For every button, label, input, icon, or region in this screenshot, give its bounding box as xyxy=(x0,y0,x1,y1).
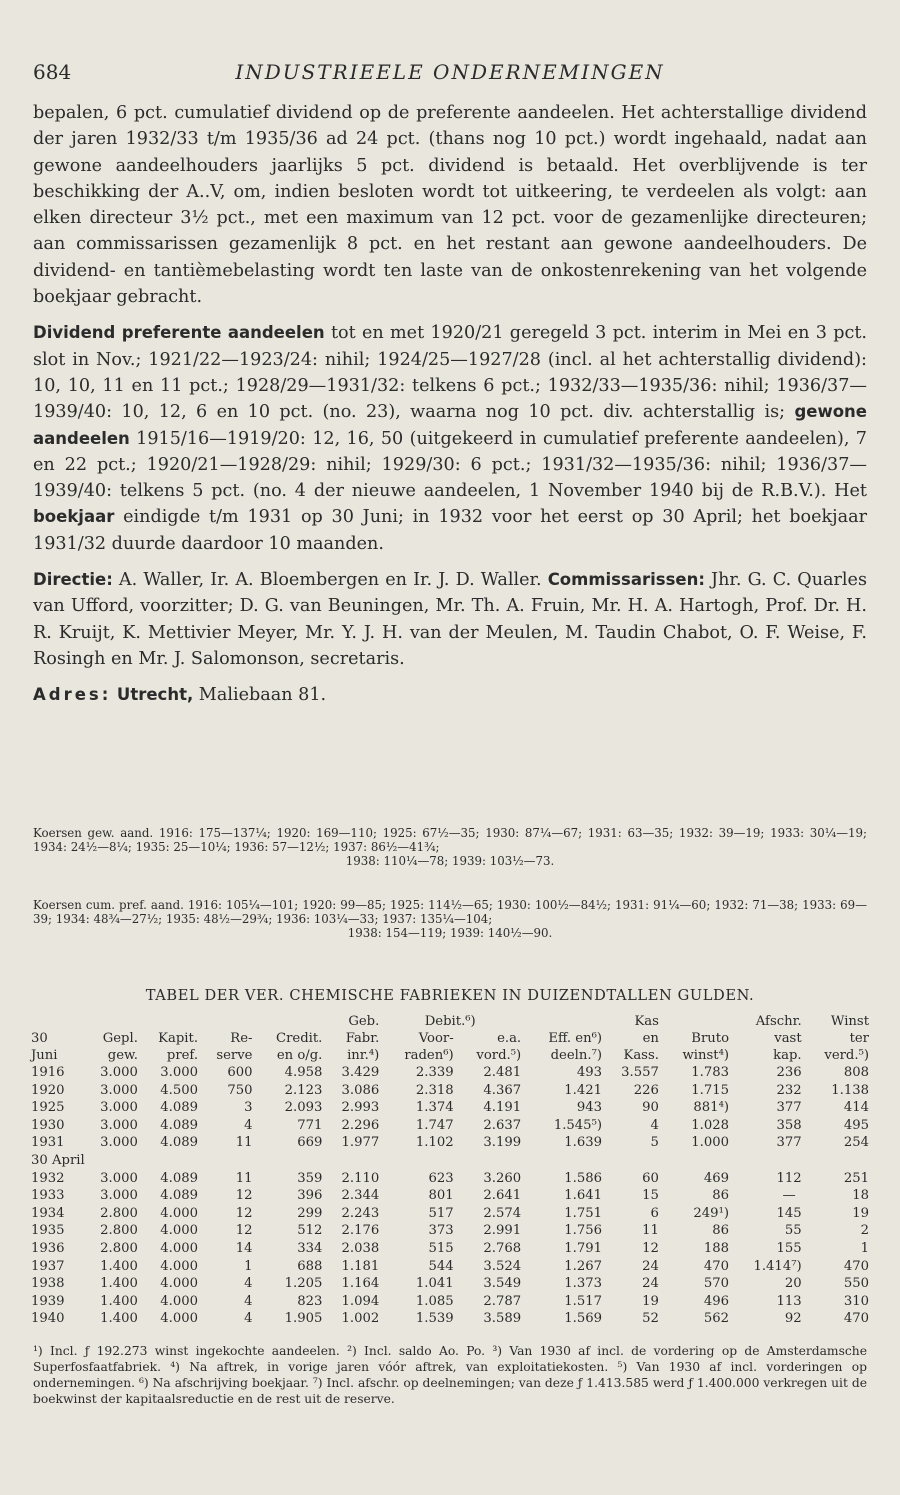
table-cell: 623 xyxy=(428,1170,454,1186)
table-cell: 823 xyxy=(297,1293,323,1309)
table-cell: 2 xyxy=(860,1223,869,1239)
table-cell: 1.545⁵) xyxy=(553,1117,602,1133)
table-cell: 750 xyxy=(227,1082,253,1098)
table-cell: 3.000 xyxy=(100,1170,138,1186)
table-cell: 517 xyxy=(428,1205,454,1221)
table-cell: 1936 xyxy=(31,1240,65,1256)
table-header xyxy=(31,1013,869,1064)
page-header xyxy=(33,60,867,90)
table-cell: 2.176 xyxy=(341,1223,380,1239)
paragraph-address xyxy=(33,682,867,708)
table-cell: 11 xyxy=(235,1170,253,1186)
table-cell: 145 xyxy=(776,1205,802,1221)
column-header: kap. xyxy=(773,1048,802,1063)
table-cell: 1.747 xyxy=(415,1117,454,1133)
label-directie: Directie: xyxy=(33,570,113,590)
table-cell: 4.958 xyxy=(284,1065,323,1080)
table-cell: 771 xyxy=(297,1117,323,1133)
table-cell: 86 xyxy=(712,1223,730,1239)
table-row xyxy=(31,1275,869,1293)
table-title: TABEL DER VER. CHEMISCHE FABRIEKEN IN DUIZENDTALLEN GULDEN. xyxy=(145,987,755,1004)
table-cell: 515 xyxy=(428,1240,454,1256)
table-cell: 4.500 xyxy=(160,1082,199,1098)
table-cell: 377 xyxy=(776,1135,802,1151)
label-commissarissen: Commissarissen: xyxy=(547,570,705,590)
address-street: Maliebaan 81. xyxy=(193,685,327,706)
prices-preferred-main: Koersen cum. pref. aand. 1916: 105¼—101; 1920: 99—85; 1925: 114½—65; 1930: 100½—84½; 1931: 91¼—60; 1932: 71—38; 1933: 69—39; 1934: 48¾—27½; 1935: 48½—29¾; 1936: 103¼—33; 1937: 135¼—104; xyxy=(33,898,867,926)
table-cell: 1932 xyxy=(31,1170,65,1186)
table-cell: 4.000 xyxy=(160,1311,199,1327)
column-header: Debit.⁶) xyxy=(424,1014,476,1029)
table-cell: 4.000 xyxy=(160,1258,199,1274)
label-boekjaar: boekjaar xyxy=(33,507,115,527)
table-cell: 1.181 xyxy=(341,1258,380,1274)
table-cell: 4 xyxy=(244,1117,253,1133)
table-row xyxy=(31,1170,869,1188)
table-cell: 113 xyxy=(776,1293,802,1309)
table-cell: 2.993 xyxy=(341,1100,380,1116)
table-cell: 1.756 xyxy=(564,1223,602,1239)
label-gewone-aandeelen: gewone aandeelen xyxy=(33,402,867,448)
address-city: Utrecht, xyxy=(116,685,194,705)
table-cell: 1.586 xyxy=(564,1170,602,1186)
table-cell: 2.296 xyxy=(341,1117,380,1133)
table-cell: 3.000 xyxy=(100,1188,138,1204)
table-cell: 1.715 xyxy=(691,1082,730,1098)
column-header: deeln.⁷) xyxy=(550,1048,602,1063)
table-cell: 4.000 xyxy=(160,1293,199,1309)
column-header: pref. xyxy=(166,1048,199,1063)
table-cell: 60 xyxy=(642,1170,659,1186)
table-cell: 1.138 xyxy=(831,1082,869,1098)
table-cell: 1.639 xyxy=(564,1135,602,1151)
table-cell: 570 xyxy=(703,1276,730,1292)
dividend-pref-text: tot en met 1920/21 geregeld 3 pct. interim in Mei en 3 pct. slot in Nov.; 1921/22—1923/24: nihil; 1924/25—1927/28 (incl. al het achterstallig dividend): 10, 10, 11 en 11 pct.; 1928/29—1931/32: telkens 6 pct.; 1932/33—1935/36: nihil; 1936/37—1939/40: 10, 12, 6 en 10 pct. (no. 23), waarna nog 10 pct. div. achterstallig is; xyxy=(33,323,867,423)
financial-table xyxy=(31,1013,869,1328)
table-cell: 12 xyxy=(235,1223,253,1239)
column-header: verd.⁵) xyxy=(824,1048,869,1063)
table-cell: 1.041 xyxy=(415,1276,454,1292)
prices-ordinary-main: Koersen gew. aand. 1916: 175—137¼; 1920: 169—110; 1925: 67½—35; 1930: 87¼—67; 1931: 63—35; 1932: 39—19; 1933: 30¼—19; 1934: 24½—8¼; 1935: 25—10¼; 1936: 57—12½; 1937: 86½—41¾; xyxy=(33,826,867,854)
table-cell: 1.414⁷) xyxy=(753,1258,802,1274)
column-header xyxy=(138,1013,198,1030)
table-row xyxy=(31,1205,869,1223)
column-header: en o/g. xyxy=(276,1048,323,1063)
table-cell: 2.787 xyxy=(483,1293,522,1309)
table-cell: 12 xyxy=(235,1188,253,1204)
table-cell: 669 xyxy=(297,1135,323,1151)
table-cell: 1.400 xyxy=(100,1258,138,1274)
table-cell: 86 xyxy=(712,1188,730,1204)
column-header xyxy=(198,1013,252,1030)
table-cell: 15 xyxy=(642,1188,659,1204)
table-cell: 11 xyxy=(235,1135,253,1151)
table-cell: 2.768 xyxy=(483,1240,522,1256)
table-cell: 1933 xyxy=(31,1188,65,1204)
header-row xyxy=(31,1030,869,1047)
column-header: Credit. xyxy=(276,1031,323,1046)
table-row xyxy=(31,1258,869,1276)
column-header xyxy=(521,1013,602,1030)
column-header: Kass. xyxy=(623,1048,659,1063)
paragraph-statutes: bepalen, 6 pct. cumulatief dividend op de preferente aandeelen. Het achterstallige dividend der jaren 1932/33 t/m 1935/36 ad 24 pct. (thans nog 10 pct.) wordt ingehaald, nadat aan gewone aandeelhouders jaarlijks 5 pct. dividend is betaald. Het overblijvende is ter beschikking der A..V, om, indien besloten wordt tot uitkeering, te verdeelen als volgt: aan elken directeur 3½ pct., met een maximum van 12 pct. voor de gezamenlijke directeuren; aan commissarissen gezamenlijk 8 pct. en het restant aan gewone aandeelhouders. De dividend- en tantièmebelasting wordt ten laste van de onkostenrekening van het volgende boekjaar gebracht. xyxy=(33,103,867,308)
table-cell: 19 xyxy=(852,1205,869,1221)
table-cell: 544 xyxy=(428,1258,454,1274)
table-cell: 1.400 xyxy=(100,1293,138,1309)
table-cell: 1938 xyxy=(31,1276,65,1292)
table-cell: 18 xyxy=(852,1188,869,1204)
column-header: winst⁴) xyxy=(682,1048,730,1063)
column-header xyxy=(31,1013,81,1030)
table-cell: 1.000 xyxy=(691,1135,730,1151)
table-cell: 4.089 xyxy=(160,1135,199,1151)
table-cell: 1939 xyxy=(31,1293,65,1309)
table-cell: 4.367 xyxy=(483,1082,522,1098)
footnotes: ¹) Incl. ƒ 192.273 winst ingekochte aandeelen. ²) Incl. saldo Ao. Po. ³) Van 1930 af incl. de vordering op de Amsterdamsche Superfosfaatfabriek. ⁴) Na aftrek, in vorige jaren vóór aftrek, van exploitatiekosten. ⁵) Van 1930 af incl. vorderingen op ondernemingen. ⁶) Na afschrijving boekjaar. ⁷) Incl. afschr. op deelnemingen; van deze ƒ 1.413.585 werd ƒ 1.400.000 verkregen uit de boekwinst der kapitaalsreductie en de rest uit de reserve. xyxy=(33,1344,867,1406)
table-cell: 4 xyxy=(244,1311,253,1327)
running-title: INDUSTRIEELE ONDERNEMINGEN xyxy=(235,60,665,84)
table-cell: 4 xyxy=(244,1276,253,1292)
table-cell: 2.637 xyxy=(483,1117,522,1133)
table-cell: 2.800 xyxy=(100,1205,138,1221)
table-cell: 1.400 xyxy=(100,1311,138,1327)
column-header: Gepl. xyxy=(102,1031,138,1046)
table-row xyxy=(31,1187,869,1205)
label-adres: Adres: xyxy=(33,685,112,705)
table-cell: 4 xyxy=(650,1117,659,1133)
column-header: Bruto xyxy=(691,1031,730,1046)
page-number: 684 xyxy=(33,60,72,84)
table-cell: 14 xyxy=(235,1240,253,1256)
table-cell: 4.000 xyxy=(160,1276,199,1292)
table-cell: 688 xyxy=(297,1258,323,1274)
table-cell: 512 xyxy=(297,1223,323,1239)
table-cell: 2.800 xyxy=(100,1223,138,1239)
column-header xyxy=(253,1013,323,1030)
table-cell: 943 xyxy=(576,1100,602,1116)
table-cell: 24 xyxy=(642,1276,659,1292)
table-cell: 24 xyxy=(642,1258,659,1274)
column-header: Re- xyxy=(230,1031,253,1046)
table-row xyxy=(31,1082,869,1100)
table-cell: 3.000 xyxy=(100,1082,138,1098)
table-cell: 1.094 xyxy=(341,1293,380,1309)
table-cell: 881⁴) xyxy=(693,1100,730,1116)
table-cell: 2.991 xyxy=(483,1223,522,1239)
table-cell: 2.243 xyxy=(341,1205,380,1221)
table-cell: 19 xyxy=(642,1293,659,1309)
table-cell: 1.085 xyxy=(415,1293,454,1309)
table-cell: 3.000 xyxy=(100,1117,138,1133)
table-cell: 3.549 xyxy=(483,1276,522,1292)
table-cell: 1.539 xyxy=(415,1311,454,1327)
table-cell: 1.517 xyxy=(564,1293,602,1309)
table-cell: 2.800 xyxy=(100,1240,138,1256)
table-cell: 251 xyxy=(843,1170,869,1186)
table-cell: 562 xyxy=(703,1311,730,1327)
table-cell: 12 xyxy=(235,1205,253,1221)
table-cell: 2.123 xyxy=(284,1082,323,1098)
table-cell: 377 xyxy=(776,1100,802,1116)
table-cell: 470 xyxy=(703,1258,730,1274)
table-cell: 4.000 xyxy=(160,1240,199,1256)
table-cell: 188 xyxy=(703,1240,730,1256)
table-cell: 1.205 xyxy=(284,1276,323,1292)
table-cell: 808 xyxy=(843,1065,869,1080)
header-row xyxy=(31,1013,869,1030)
table-cell: 254 xyxy=(843,1135,869,1151)
table-cell: 414 xyxy=(843,1100,869,1116)
table-section-label xyxy=(31,1152,869,1170)
table-cell: 4.089 xyxy=(160,1100,199,1116)
table-cell: 112 xyxy=(776,1170,802,1186)
table-cell: 496 xyxy=(703,1293,730,1309)
column-header: vord.⁵) xyxy=(476,1048,522,1063)
table-cell: 4 xyxy=(244,1293,253,1309)
column-header: Kapit. xyxy=(158,1031,199,1046)
table-cell: 801 xyxy=(428,1188,454,1204)
prices-preferred-last: 1938: 154—119; 1939: 140½—90. xyxy=(347,926,553,940)
table-cell: 3.589 xyxy=(483,1311,522,1327)
column-header: Eff. en⁶) xyxy=(548,1031,602,1046)
column-header: gew. xyxy=(107,1048,138,1063)
table-cell: 155 xyxy=(776,1240,802,1256)
table-cell: 3.429 xyxy=(341,1065,380,1080)
paragraph-management xyxy=(33,567,867,672)
table-cell: 3.000 xyxy=(160,1065,199,1080)
body-text xyxy=(33,100,867,719)
table-cell: 5 xyxy=(650,1135,659,1151)
table-cell: 4.000 xyxy=(160,1205,199,1221)
table-cell: 469 xyxy=(703,1170,730,1186)
table-cell: 11 xyxy=(642,1223,659,1239)
table-cell: 334 xyxy=(297,1240,323,1256)
table-cell: 1.751 xyxy=(564,1205,602,1221)
column-header xyxy=(659,1013,729,1030)
table-cell: 1931 xyxy=(31,1135,65,1151)
table-cell: 2.574 xyxy=(483,1205,522,1221)
share-prices-ordinary xyxy=(33,826,867,868)
april-label: 30 April xyxy=(31,1152,85,1168)
table-cell: 550 xyxy=(843,1276,869,1292)
table-row xyxy=(31,1222,869,1240)
table-cell: 3.000 xyxy=(100,1135,138,1151)
column-header: Kas xyxy=(634,1014,659,1029)
column-header: serve xyxy=(216,1048,253,1063)
table-cell: — xyxy=(782,1188,796,1204)
table-cell: 2.481 xyxy=(483,1065,522,1080)
header-row xyxy=(31,1047,869,1064)
table-cell: 3.260 xyxy=(483,1170,522,1186)
share-prices-preferred xyxy=(33,898,867,940)
table-cell: 1.028 xyxy=(691,1117,730,1133)
table-cell: 1 xyxy=(244,1258,253,1274)
column-header: Juni xyxy=(31,1048,58,1063)
table-cell: 2.339 xyxy=(415,1065,454,1080)
column-header: ter xyxy=(849,1031,869,1046)
table-cell: 359 xyxy=(297,1170,323,1186)
table-cell: 4.191 xyxy=(483,1100,522,1116)
table-cell: 2.641 xyxy=(483,1188,522,1204)
table-cell: 1940 xyxy=(31,1311,65,1327)
table-cell: 310 xyxy=(843,1293,869,1309)
table-row xyxy=(31,1293,869,1311)
table-cell: 2.318 xyxy=(415,1082,454,1098)
table-cell: 1937 xyxy=(31,1258,65,1274)
table-cell: 1.400 xyxy=(100,1276,138,1292)
table-row xyxy=(31,1134,869,1152)
table-cell: 249¹) xyxy=(693,1205,730,1221)
column-header: inr.⁴) xyxy=(347,1048,380,1063)
table-cell: 1925 xyxy=(31,1100,65,1116)
table-row xyxy=(31,1117,869,1135)
table-cell: 226 xyxy=(633,1082,659,1098)
table-row xyxy=(31,1240,869,1258)
column-header: Fabr. xyxy=(345,1031,380,1046)
table-cell: 55 xyxy=(784,1223,802,1239)
table-cell: 1.374 xyxy=(415,1100,454,1116)
table-cell: 358 xyxy=(776,1117,802,1133)
table-cell: 92 xyxy=(784,1311,802,1327)
table-cell: 1.783 xyxy=(691,1065,730,1080)
column-header: raden⁶) xyxy=(404,1048,454,1063)
table-cell: 1916 xyxy=(31,1065,65,1080)
table-cell: 299 xyxy=(297,1205,323,1221)
table-cell: 52 xyxy=(642,1311,659,1327)
commissarissen-text: Jhr. G. C. Quarles van Ufford, voorzitter; D. G. van Beuningen, Mr. Th. A. Fruin, Mr. H. A. Hartogh, Prof. Dr. H. R. Kruijt, K. Mettivier Meyer, Mr. Y. J. H. van der Meulen, M. Taudin Chabot, O. F. Weise, F. Rosingh en Mr. J. Salomonson, secretaris. xyxy=(33,570,868,669)
table-cell: 1.373 xyxy=(564,1276,602,1292)
table-cell: 3.000 xyxy=(100,1100,138,1116)
table-cell: 2.038 xyxy=(341,1240,380,1256)
table-cell: 6 xyxy=(650,1205,659,1221)
boekjaar-text: eindigde t/m 1931 op 30 Juni; in 1932 voor het eerst op 30 April; het boekjaar 1931/32 duurde daardoor 10 maanden. xyxy=(33,507,867,554)
table-cell: 20 xyxy=(784,1276,802,1292)
table-cell: 12 xyxy=(642,1240,659,1256)
table-cell: 4.000 xyxy=(160,1223,199,1239)
table-cell: 1930 xyxy=(31,1117,65,1133)
table-cell: 4.089 xyxy=(160,1117,199,1133)
table-cell: 1.267 xyxy=(564,1258,602,1274)
table-cell: 470 xyxy=(843,1258,869,1274)
table-cell: 90 xyxy=(642,1100,659,1116)
table-cell: 2.110 xyxy=(341,1170,380,1186)
table-cell: 3.199 xyxy=(483,1135,522,1151)
table-cell: 1 xyxy=(860,1240,869,1256)
column-header: vast xyxy=(774,1031,802,1046)
table-cell: 495 xyxy=(843,1117,869,1133)
column-header: Voor- xyxy=(418,1031,454,1046)
table-row xyxy=(31,1064,869,1082)
table-cell: 373 xyxy=(428,1223,454,1239)
table-cell: 232 xyxy=(776,1082,802,1098)
table-cell: 470 xyxy=(843,1311,869,1327)
column-header: Winst xyxy=(830,1014,869,1029)
table-cell: 396 xyxy=(297,1188,323,1204)
table-cell: 1.977 xyxy=(341,1135,380,1151)
table-cell: 236 xyxy=(776,1065,802,1080)
table-cell: 4.089 xyxy=(160,1188,199,1204)
column-header xyxy=(81,1013,138,1030)
table-cell: 1920 xyxy=(31,1082,65,1098)
table-cell: 1934 xyxy=(31,1205,65,1221)
table-cell: 1.641 xyxy=(564,1188,602,1204)
table-cell: 1.164 xyxy=(341,1276,380,1292)
column-header: Afschr. xyxy=(755,1014,802,1029)
table-cell: 1935 xyxy=(31,1223,65,1239)
prices-ordinary-last: 1938: 110¼—78; 1939: 103½—73. xyxy=(345,854,555,868)
paragraph-dividend xyxy=(33,320,867,557)
table-cell: 1.102 xyxy=(415,1135,454,1151)
table-cell: 3.086 xyxy=(341,1082,380,1098)
table-cell: 1.791 xyxy=(564,1240,602,1256)
table-row xyxy=(31,1099,869,1117)
directie-text: A. Waller, Ir. A. Bloembergen en Ir. J. D. Waller. xyxy=(112,570,548,591)
table-row xyxy=(31,1310,869,1328)
table-cell: 1.569 xyxy=(564,1311,602,1327)
table-cell: 1.002 xyxy=(341,1311,380,1327)
column-header: Geb. xyxy=(348,1014,380,1029)
column-header: 30 xyxy=(31,1031,48,1046)
column-header: e.a. xyxy=(497,1031,522,1046)
column-header: en xyxy=(642,1031,659,1046)
label-dividend-pref: Dividend preferente aandeelen xyxy=(33,323,325,343)
table-cell: 4.089 xyxy=(160,1170,199,1186)
table-cell: 3.557 xyxy=(621,1065,659,1080)
table-cell: 3 xyxy=(244,1100,253,1116)
table-body xyxy=(31,1064,869,1328)
table-cell: 2.093 xyxy=(284,1100,323,1116)
table-cell: 3.524 xyxy=(483,1258,522,1274)
gewone-aandeelen-text: 1915/16—1919/20: 12, 16, 50 (uitgekeerd in cumulatief preferente aandeelen), 7 en 22 pct.; 1920/21—1928/29: nihil; 1929/30: 6 pct.; 1931/32—1935/36: nihil; 1936/37—1939/40: telkens 5 pct. (no. 4 der nieuwe aandeelen, 1 November 1940 bij de R.B.V.). Het xyxy=(33,428,867,502)
table-cell: 600 xyxy=(227,1065,253,1080)
table-cell: 493 xyxy=(576,1065,602,1080)
table-cell: 2.344 xyxy=(341,1188,380,1204)
table-cell: 1.421 xyxy=(564,1082,602,1098)
table-cell: 1.905 xyxy=(284,1311,323,1327)
table-cell: 3.000 xyxy=(100,1065,138,1080)
